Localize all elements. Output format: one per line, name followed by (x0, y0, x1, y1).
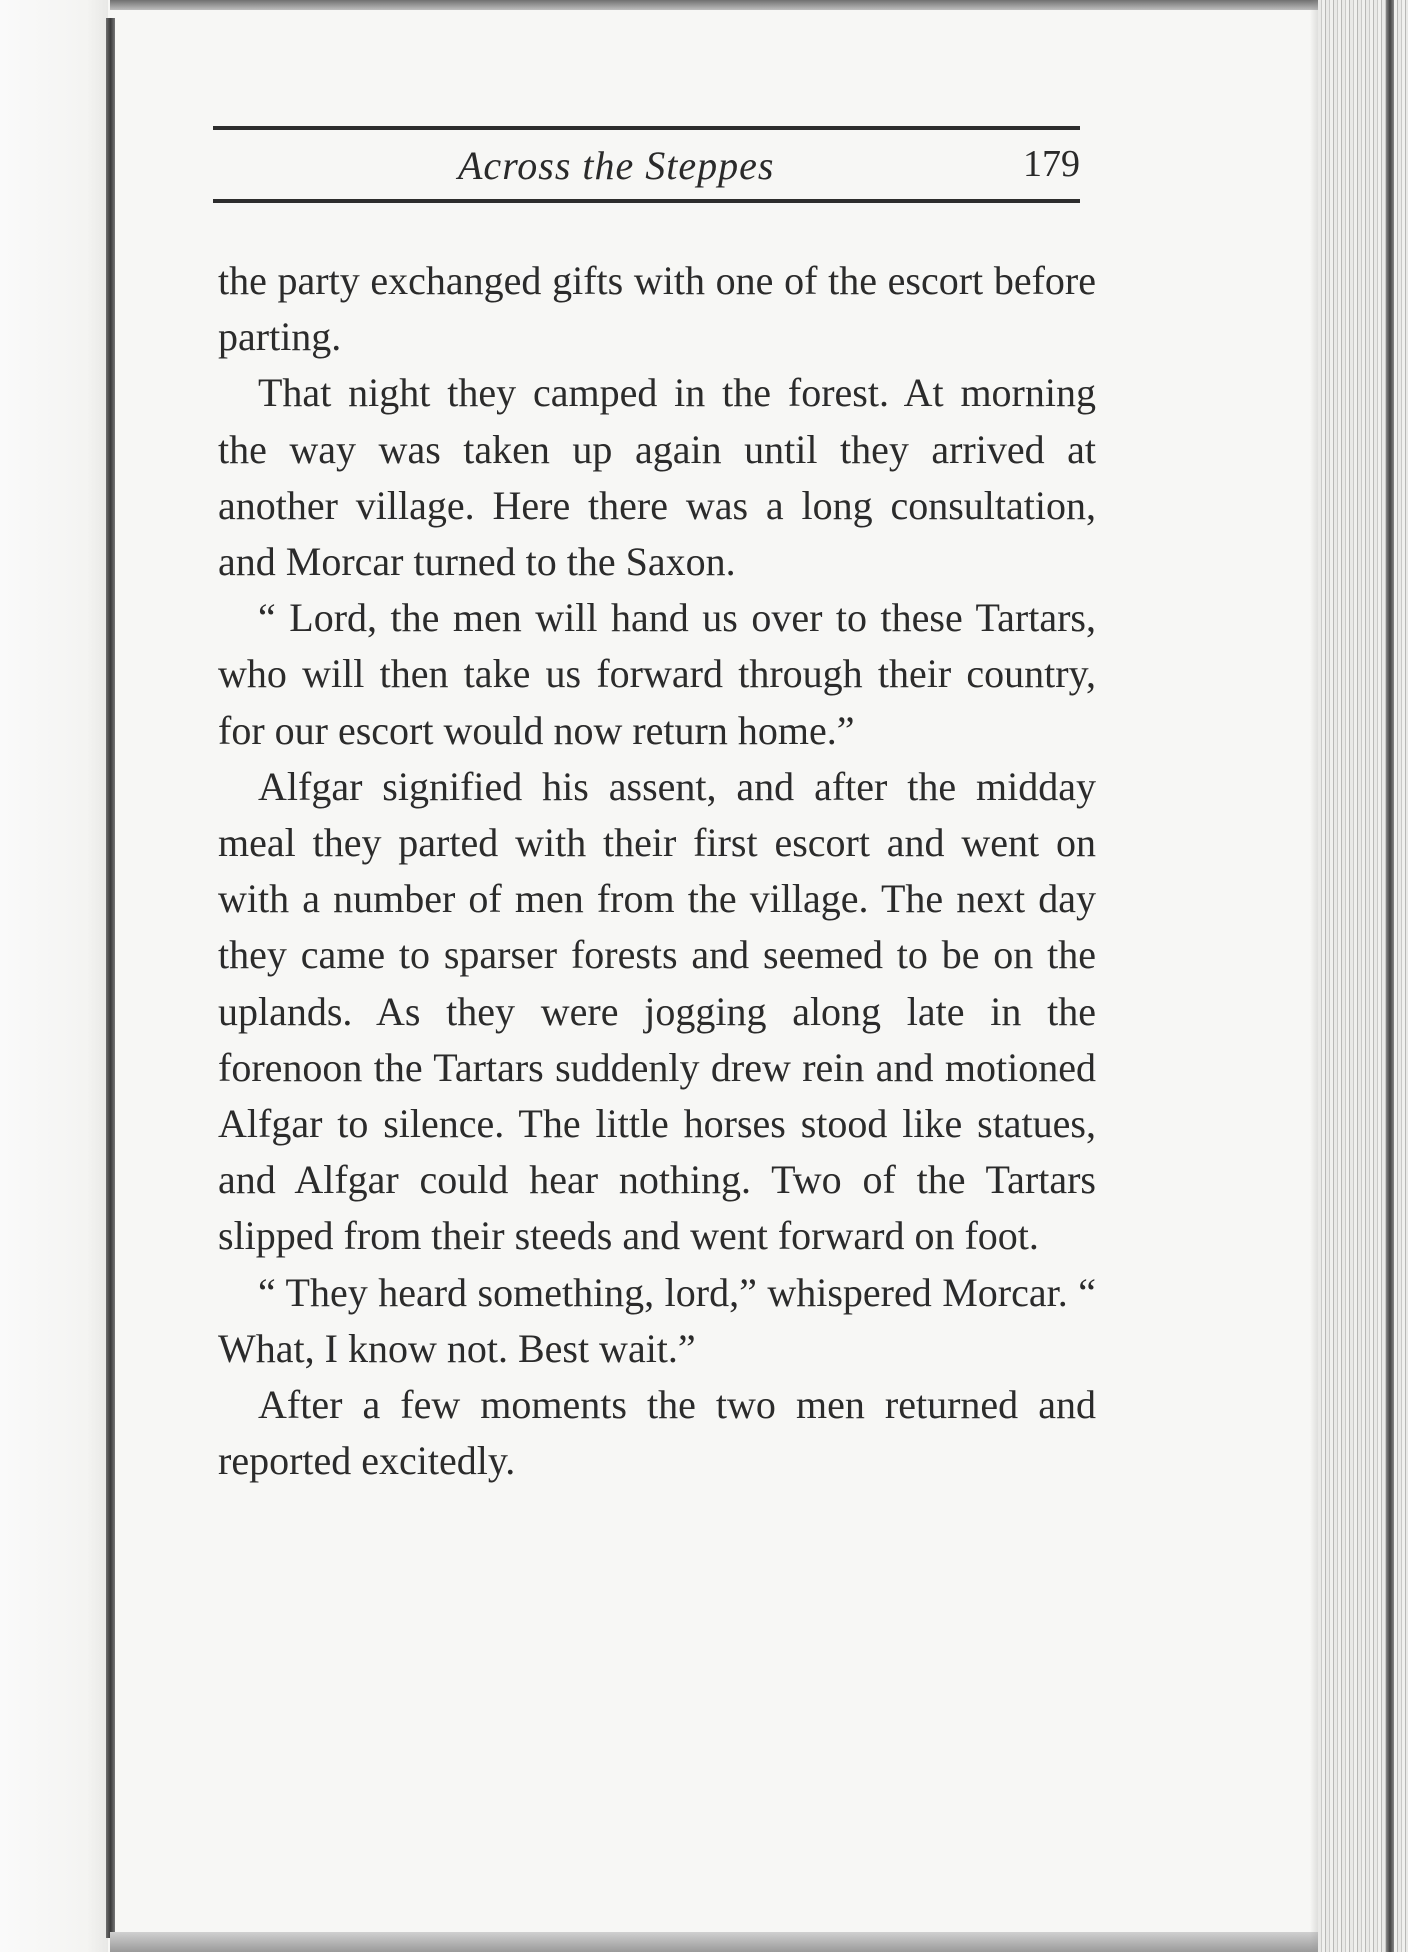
cover-edge (1386, 0, 1394, 1952)
running-head (213, 138, 1080, 198)
page-top-edge (110, 0, 1340, 10)
paragraph: Alfgar signified his assent, and after the midday meal they parted with their first escort and went on with a number of men from the village. The next day they came to sparser forests and seemed to be on the uplands. As they were jogging along late in the forenoon the Tartars suddenly drew rein and motioned Alfgar to silence. The little horses stood like statues, and Alfgar could hear nothing. Two of the Tartars slipped from their steeds and went forward on foot. (218, 763, 1096, 1259)
header-rule-top (213, 126, 1080, 130)
paragraph: “ Lord, the men will hand us over to these Tartars, who will then take us forward through their country, for our escort would now return home.” (218, 595, 1096, 753)
body-text (218, 253, 1096, 1489)
paragraph: “ They heard something, lord,” whispered Morcar. “ What, I know not. Best wait.” (218, 1269, 1096, 1371)
page-stack-edge (1318, 0, 1408, 1952)
paragraph: After a few moments the two men returned and reported excitedly. (218, 1382, 1096, 1484)
facing-page-edge (0, 0, 108, 1952)
book-spine-shadow (106, 18, 115, 1938)
page-bottom-edge (110, 1932, 1340, 1952)
paragraph: the party exchanged gifts with one of the escort before parting. (218, 258, 1096, 360)
header-rule-bottom (213, 199, 1080, 203)
running-title: Across the Steppes (458, 143, 775, 188)
paragraph: That night they camped in the forest. At morning the way was taken up again until they arrived at another village. Here there was a long consultation, and Morcar turned to the Saxon. (218, 370, 1096, 585)
page-number: 179 (1023, 143, 1080, 185)
